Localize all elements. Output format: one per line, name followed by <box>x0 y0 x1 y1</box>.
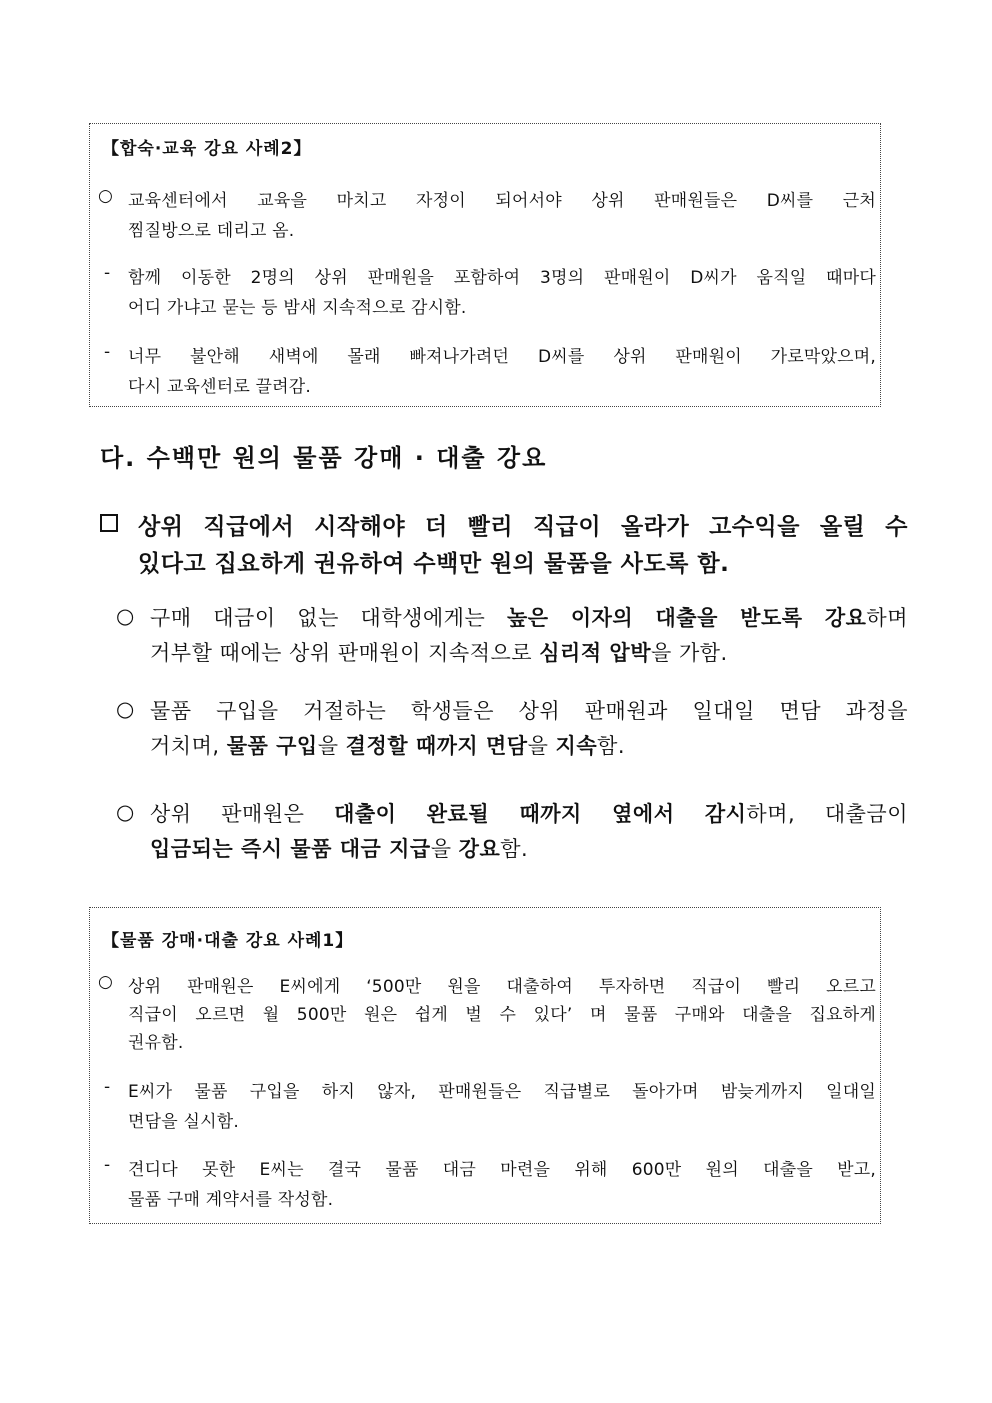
case-text-line: 교육센터에서 교육을 마치고 자정이 되어서야 상위 판매원들은 D씨를 근처 <box>128 191 876 211</box>
emphasis-text: 입금되는 즉시 물품 대금 지급 <box>150 837 431 861</box>
case-text-line: 견디다 못한 E씨는 결국 물품 대금 마련을 위해 600만 원의 대출을 받고, <box>128 1160 876 1180</box>
case-text-line: 어디 가냐고 묻는 등 밤새 지속적으로 감시함. <box>128 298 467 318</box>
bullet-dash: - <box>104 1155 111 1175</box>
emphasis-text: 강요 <box>458 837 501 861</box>
case-title: 【합숙·교육 강요 사례2】 <box>102 139 312 159</box>
case-text-line: 면담을 실시함. <box>128 1112 239 1132</box>
text-segment: 을 <box>527 734 556 758</box>
checkbox-square-icon <box>100 514 118 532</box>
case-box-1 <box>89 907 881 1224</box>
case-text-line: 직급이 오르면 월 500만 원은 쉽게 벌 수 있다’ 며 물품 구매와 대출을 집요하게 <box>128 1005 876 1025</box>
sub-point-line <box>150 730 625 760</box>
sub-point-line <box>150 798 908 828</box>
text-segment: 거부할 때에는 상위 판매원이 지속적으로 <box>150 641 540 665</box>
case-text-line: 물품 구매 계약서를 작성함. <box>128 1190 334 1210</box>
sub-point-line: 물품 구입을 거절하는 학생들은 상위 판매원과 일대일 면담 과정을 <box>150 699 908 723</box>
emphasis-text: 지속 <box>555 734 598 758</box>
case-text-line: 상위 판매원은 E씨에게 ‘500만 원을 대출하여 투자하면 직급이 빨리 오르고 <box>128 977 876 997</box>
section-heading: 다. 수백만 원의 물품 강매 · 대출 강요 <box>100 444 548 472</box>
text-segment: 함. <box>597 734 626 758</box>
sub-point-line <box>150 637 728 667</box>
sub-point-line <box>150 833 528 863</box>
case-text-line: 함께 이동한 2명의 상위 판매원을 포함하여 3명의 판매원이 D씨가 움직일 때마다 <box>128 268 876 288</box>
emphasis-text: 물품 구입 <box>226 734 318 758</box>
bullet-circle: ○ <box>116 800 135 824</box>
case-title: 【물품 강매·대출 강요 사례1】 <box>102 931 354 951</box>
text-segment: 구매 대금이 없는 대학생에게는 <box>150 606 507 630</box>
text-segment: 하며 <box>866 606 908 630</box>
case-box-2 <box>89 123 881 407</box>
emphasis-text: 결정할 때까지 면담 <box>345 734 528 758</box>
text-segment: 을 <box>430 837 459 861</box>
bullet-circle: ○ <box>116 604 135 628</box>
bullet-dash: - <box>104 342 111 362</box>
emphasis-text: 대출이 완료될 때까지 옆에서 감시 <box>334 802 747 826</box>
sub-point-line <box>150 602 908 632</box>
text-segment: 거치며, <box>150 734 227 758</box>
main-point-line: 있다고 집요하게 권유하여 수백만 원의 물품을 사도록 함. <box>138 551 730 577</box>
text-segment: 상위 판매원은 <box>150 802 335 826</box>
case-text-line: E씨가 물품 구입을 하지 않자, 판매원들은 직급별로 돌아가며 밤늦게까지 일대일 <box>128 1082 876 1102</box>
bullet-circle: ○ <box>98 186 114 206</box>
text-segment: 함. <box>500 837 529 861</box>
bullet-circle: ○ <box>98 972 114 992</box>
bullet-circle: ○ <box>116 697 135 721</box>
bullet-dash: - <box>104 263 111 283</box>
text-segment: 을 가함. <box>651 641 728 665</box>
text-segment: 하며, 대출금이 <box>746 802 908 826</box>
bullet-dash: - <box>104 1077 111 1097</box>
case-text-line: 너무 불안해 새벽에 몰래 빠져나가려던 D씨를 상위 판매원이 가로막았으며, <box>128 347 876 367</box>
main-point-line: 상위 직급에서 시작해야 더 빨리 직급이 올라가 고수익을 올릴 수 <box>138 514 908 540</box>
text-segment: 을 <box>317 734 346 758</box>
case-text-line: 찜질방으로 데리고 옴. <box>128 221 295 241</box>
emphasis-text: 심리적 압박 <box>539 641 651 665</box>
case-text-line: 권유함. <box>128 1033 184 1053</box>
emphasis-text: 높은 이자의 대출을 받도록 강요 <box>506 606 867 630</box>
case-text-line: 다시 교육센터로 끌려감. <box>128 377 312 397</box>
